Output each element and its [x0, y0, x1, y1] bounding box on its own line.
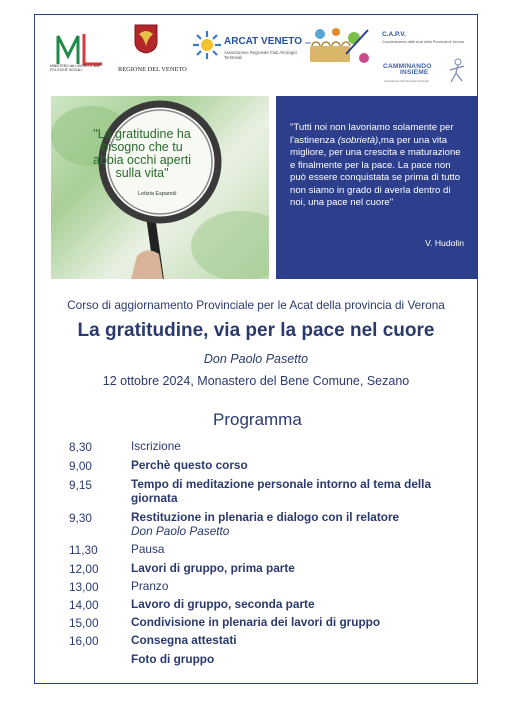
lens-quote-author: Letizia Espanoli [138, 191, 177, 197]
schedule-speaker: Don Paolo Pasetto [131, 523, 230, 538]
date-place: 12 ottobre 2024, Monastero del Bene Comune, Sezano [102, 374, 410, 388]
schedule-time: 9,15 [69, 478, 92, 492]
arcat-title: ARCAT VENETO odv [224, 36, 312, 47]
schedule-time: 14,00 [69, 598, 99, 612]
capv-logo-illustration [306, 24, 374, 68]
speaker-name: Don Paolo Pasetto [203, 352, 309, 366]
schedule-activity [131, 511, 431, 538]
schedule-time: 15,00 [69, 616, 99, 630]
schedule-time: 13,00 [69, 580, 99, 594]
ministero-caption: MINISTERO del LAVORO e delle POLITICHE SOCIALI [50, 64, 101, 72]
hudolin-quote-text: "Tutti noi non lavoriamo solamente per l'astinenza (sobrietà),ma per una vita migliore, per una crescita e maturazione e finalmente per la pace. La pace non può essere conquistata se prima di tutto non siamo in grado di averla dentro di noi, una pace nel cuore" [290, 122, 461, 208]
page-title: La gratitudine, via per la pace nel cuore [77, 320, 435, 341]
lens-quote: "La gratitudine ha bisogno che tu abbia occhi aperti sulla vita" [93, 127, 191, 180]
schedule-time: 16,00 [69, 634, 99, 648]
hudolin-quote-author: V. Hudolin [425, 238, 464, 248]
magnifying-glass-icon [51, 96, 269, 279]
schedule-activity: Lavoro di gruppo, seconda parte [131, 597, 315, 611]
schedule-activity: Lavori di gruppo, prima parte [131, 561, 295, 575]
camminando-insieme-title: CAMMINANDO INSIEME [383, 63, 432, 76]
capv-title: C.A.P.V. [382, 31, 406, 38]
camminando-subtitle: Associazione Club Alcologici Territoriali [384, 80, 429, 83]
schedule-activity: Pausa [131, 542, 165, 556]
schedule-activity: Pranzo [131, 579, 169, 593]
schedule-activity: Tempo di meditazione personale intorno al tema della giornata [131, 477, 432, 505]
magnifying-glass-photo [51, 96, 269, 279]
walking-figure-icon [446, 58, 468, 84]
schedule-activity: Condivisione in plenaria dei lavori di gruppo [131, 615, 381, 629]
schedule-activity: Iscrizione [131, 439, 181, 453]
arcat-sun-icon [192, 30, 222, 60]
arcat-subtitle: Associazione Regionale Club Alcologici Territoriali [224, 50, 298, 60]
schedule-time: 8,30 [69, 440, 92, 454]
schedule-activity: Perchè questo corso [131, 458, 248, 472]
course-line: Corso di aggiornamento Provinciale per le Acat della provincia di Verona [67, 298, 445, 312]
schedule-time: 9,00 [69, 459, 92, 473]
regione-veneto-shield-icon [134, 24, 158, 54]
schedule-time: 12,00 [69, 562, 99, 576]
schedule-time: 9,30 [69, 511, 92, 525]
capv-subtitle: Coordinamento delle Acat della Provincia di Verona [382, 40, 464, 44]
hudolin-quote-box [276, 96, 478, 279]
program-title: Programma [213, 410, 302, 429]
schedule-activity: Foto di gruppo [131, 652, 215, 666]
schedule-activity: Consegna attestati [131, 633, 237, 647]
schedule-time: 11,30 [69, 543, 98, 557]
regione-caption: REGIONE DEL VENETO [118, 66, 187, 73]
schedule-activity-text: Restituzione in plenaria e dialogo con il relatore [131, 510, 400, 524]
